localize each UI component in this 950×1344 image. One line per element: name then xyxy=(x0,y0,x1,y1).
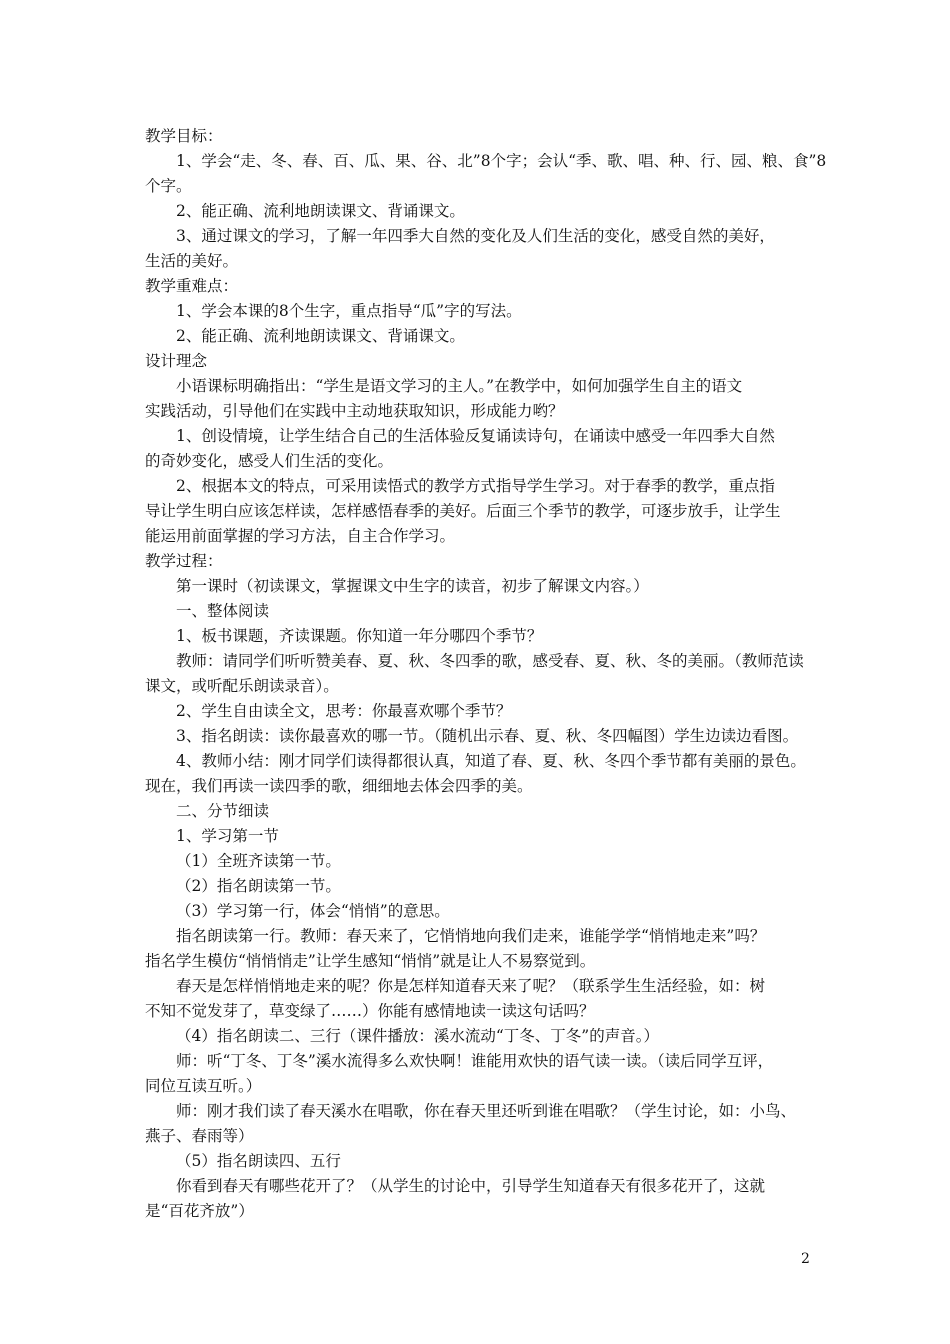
paragraph-line: 1、创设情境，让学生结合自己的生活体验反复诵读诗句，在诵读中感受一年四季大自然 xyxy=(176,427,775,445)
paragraph-line: 2、学生自由读全文，思考：你最喜欢哪个季节？ xyxy=(176,702,512,720)
paragraph-line: 第一课时（初读课文，掌握课文中生字的读音，初步了解课文内容。） xyxy=(176,577,649,595)
paragraph-line: 同位互读互听。） xyxy=(145,1077,262,1095)
paragraph-line: 不知不觉发芽了，草变绿了……）你能有感情地读一读这句话吗？ xyxy=(145,1002,595,1020)
paragraph-line: 1、学会本课的8个生字，重点指导“瓜”字的写法。 xyxy=(176,302,522,320)
paragraph-line: 个字。 xyxy=(145,177,192,195)
paragraph-line: 师：听“丁冬、丁冬”溪水流得多么欢快啊！谁能用欢快的语气读一读。（读后同学互评， xyxy=(176,1052,774,1070)
paragraph-line: 你看到春天有哪些花开了？（从学生的讨论中，引导学生知道春天有很多花开了，这就 xyxy=(176,1177,766,1195)
paragraph-line: 师：刚才我们读了春天溪水在唱歌，你在春天里还听到谁在唱歌？（学生讨论，如：小鸟、 xyxy=(176,1102,797,1120)
paragraph-line: 导让学生明白应该怎样读，怎样感悟春季的美好。后面三个季节的教学，可逐步放手，让学生 xyxy=(145,502,781,520)
paragraph-line: （5）指名朗读四、五行 xyxy=(176,1152,341,1170)
paragraph-line: 能运用前面掌握的学习方法，自主合作学习。 xyxy=(145,527,456,545)
paragraph-line: 2、根据本文的特点，可采用读悟式的教学方式指导学生学习。对于春季的教学，重点指 xyxy=(176,477,775,495)
section-heading: 一、整体阅读 xyxy=(176,602,270,620)
paragraph-line: 教师：请同学们听听赞美春、夏、秋、冬四季的歌，感受春、夏、秋、冬的美丽。（教师范读 xyxy=(176,652,804,670)
paragraph-line: 实践活动，引导他们在实践中主动地获取知识，形成能力哟？ xyxy=(145,402,564,420)
heading-key-points: 教学重难点： xyxy=(145,277,239,295)
heading-design-concept: 设计理念 xyxy=(145,352,208,370)
paragraph-line: 是“百花齐放”） xyxy=(145,1202,254,1220)
paragraph-line: 1、学会“走、冬、春、百、瓜、果、谷、北”8个字；会认“季、歌、唱、种、行、园、粮、食”8 xyxy=(176,152,827,170)
document-body xyxy=(145,124,827,1224)
paragraph-line: 春天是怎样悄悄地走来的呢？你是怎样知道春天来了呢？（联系学生生活经验，如：树 xyxy=(176,977,766,995)
paragraph-line: 2、能正确、流利地朗读课文、背诵课文。 xyxy=(176,327,465,345)
paragraph-line: 指名学生模仿“悄悄悄走”让学生感知“悄悄”就是让人不易察觉到。 xyxy=(145,952,596,970)
paragraph-line: 课文，或听配乐朗读录音）。 xyxy=(145,677,339,695)
paragraph-line: 指名朗读第一行。教师：春天来了，它悄悄地向我们走来，谁能学学“悄悄地走来”吗？ xyxy=(176,927,766,945)
paragraph-line: 现在，我们再读一读四季的歌，细细地去体会四季的美。 xyxy=(145,777,533,795)
heading-teaching-goals: 教学目标： xyxy=(145,127,223,145)
paragraph-line: 的奇妙变化，感受人们生活的变化。 xyxy=(145,452,394,470)
paragraph-line: 2、能正确、流利地朗读课文、背诵课文。 xyxy=(176,202,465,220)
section-heading: 二、分节细读 xyxy=(176,802,270,820)
paragraph-line: 小语课标明确指出：“学生是语文学习的主人。”在教学中，如何加强学生自主的语文 xyxy=(176,377,743,395)
paragraph-line: 燕子、春雨等） xyxy=(145,1127,254,1145)
paragraph-line: 1、学习第一节 xyxy=(176,827,279,845)
paragraph-line: 3、通过课文的学习，了解一年四季大自然的变化及人们生活的变化，感受自然的美好， xyxy=(176,227,775,245)
paragraph-line: 3、指名朗读：读你最喜欢的哪一节。（随机出示春、夏、秋、冬四幅图）学生边读边看图。 xyxy=(176,727,799,745)
paragraph-line: （1）全班齐读第一节。 xyxy=(176,852,341,870)
paragraph-line: （4）指名朗读二、三行（课件播放：溪水流动“丁冬、丁冬”的声音。） xyxy=(176,1027,659,1045)
heading-teaching-process: 教学过程： xyxy=(145,552,223,570)
paragraph-line: 生活的美好。 xyxy=(145,252,239,270)
page-number: 2 xyxy=(801,1251,810,1267)
paragraph-line: （3）学习第一行，体会“悄悄”的意思。 xyxy=(176,902,450,920)
paragraph-line: 1、板书课题，齐读课题。你知道一年分哪四个季节？ xyxy=(176,627,543,645)
paragraph-line: （2）指名朗读第一节。 xyxy=(176,877,341,895)
paragraph-line: 4、教师小结：刚才同学们读得都很认真，知道了春、夏、秋、冬四个季节都有美丽的景色。 xyxy=(176,752,806,770)
